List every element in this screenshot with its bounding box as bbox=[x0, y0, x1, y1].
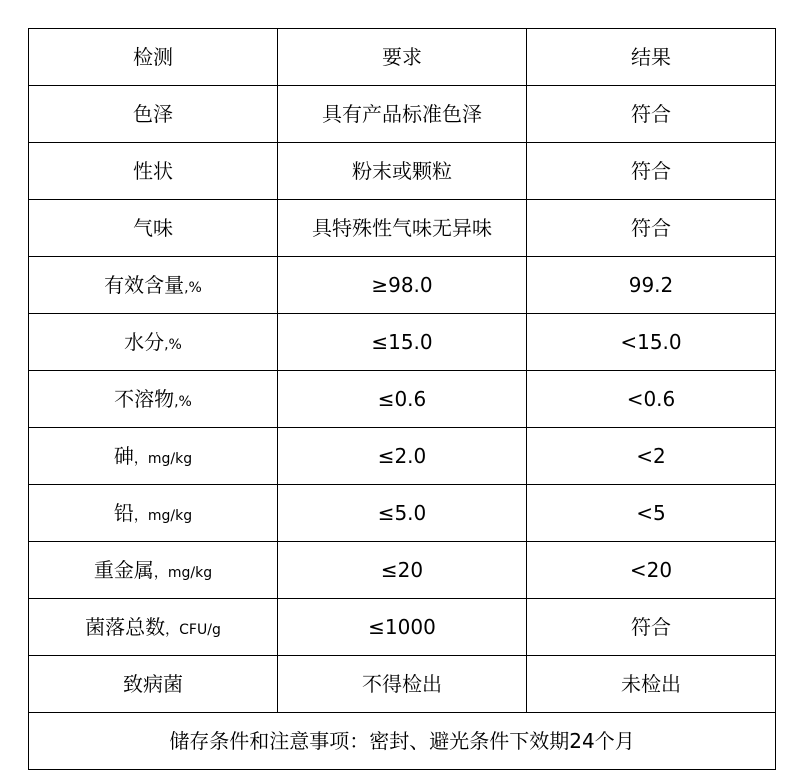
storage-note-cell bbox=[29, 713, 776, 770]
cell-item bbox=[29, 257, 278, 314]
cell-result bbox=[527, 143, 776, 200]
table-row bbox=[29, 599, 776, 656]
column-header-item bbox=[29, 29, 278, 86]
cell-result-text: <20 bbox=[629, 558, 673, 582]
cell-item bbox=[29, 599, 278, 656]
cell-result-text: <0.6 bbox=[626, 387, 676, 411]
cell-requirement bbox=[278, 371, 527, 428]
cell-item-text: 有效含量,% bbox=[104, 273, 202, 297]
cell-requirement bbox=[278, 86, 527, 143]
table-row bbox=[29, 542, 776, 599]
cell-item-text: 色泽 bbox=[133, 102, 173, 126]
table-row bbox=[29, 143, 776, 200]
table-row bbox=[29, 86, 776, 143]
cell-item bbox=[29, 485, 278, 542]
cell-item bbox=[29, 371, 278, 428]
cell-item-text: 气味 bbox=[133, 216, 173, 240]
cell-requirement-text: 不得检出 bbox=[362, 672, 442, 696]
cell-result bbox=[527, 86, 776, 143]
table-row bbox=[29, 656, 776, 713]
column-header-item-label: 检测 bbox=[133, 45, 173, 69]
cell-result-text: 符合 bbox=[631, 102, 671, 126]
cell-result-text: 符合 bbox=[631, 216, 671, 240]
cell-item-text: 性状 bbox=[133, 159, 173, 183]
column-header-result bbox=[527, 29, 776, 86]
cell-item bbox=[29, 542, 278, 599]
table-row bbox=[29, 200, 776, 257]
cell-item bbox=[29, 143, 278, 200]
cell-requirement-text: ≤2.0 bbox=[377, 444, 427, 468]
table-row bbox=[29, 485, 776, 542]
cell-requirement-text: 具特殊性气味无异味 bbox=[312, 216, 492, 240]
column-header-requirement bbox=[278, 29, 527, 86]
cell-item-text: 致病菌 bbox=[123, 672, 183, 696]
cell-requirement-text: ≤1000 bbox=[368, 615, 436, 639]
cell-result bbox=[527, 542, 776, 599]
cell-item-text: 砷，mg/kg bbox=[113, 444, 193, 468]
cell-result bbox=[527, 314, 776, 371]
cell-requirement-text: 具有产品标准色泽 bbox=[322, 102, 482, 126]
cell-result-text: 符合 bbox=[631, 159, 671, 183]
cell-item-text: 铅，mg/kg bbox=[113, 501, 193, 525]
cell-result bbox=[527, 200, 776, 257]
specification-table bbox=[28, 28, 776, 770]
table-row bbox=[29, 314, 776, 371]
cell-result bbox=[527, 371, 776, 428]
cell-item bbox=[29, 314, 278, 371]
cell-item bbox=[29, 428, 278, 485]
table-row bbox=[29, 428, 776, 485]
storage-note-text: 储存条件和注意事项：密封、避光条件下效期24个月 bbox=[169, 729, 635, 753]
cell-requirement bbox=[278, 656, 527, 713]
cell-requirement-text: ≤0.6 bbox=[377, 387, 427, 411]
cell-requirement bbox=[278, 599, 527, 656]
cell-requirement-text: ≤5.0 bbox=[377, 501, 427, 525]
cell-result-text: 99.2 bbox=[628, 273, 674, 297]
cell-item-text: 菌落总数，CFU/g bbox=[85, 615, 221, 639]
cell-requirement-text: ≥98.0 bbox=[371, 273, 433, 297]
table-header-row bbox=[29, 29, 776, 86]
column-header-result-label: 结果 bbox=[631, 45, 671, 69]
cell-result bbox=[527, 599, 776, 656]
cell-item-text: 重金属，mg/kg bbox=[93, 558, 213, 582]
cell-item bbox=[29, 656, 278, 713]
cell-result-text: 未检出 bbox=[621, 672, 681, 696]
cell-requirement-text: 粉末或颗粒 bbox=[352, 159, 452, 183]
column-header-requirement-label: 要求 bbox=[382, 45, 422, 69]
cell-result bbox=[527, 656, 776, 713]
cell-requirement bbox=[278, 428, 527, 485]
cell-result-text: <5 bbox=[636, 501, 666, 525]
table-row bbox=[29, 257, 776, 314]
cell-result-text: <2 bbox=[636, 444, 666, 468]
cell-requirement bbox=[278, 200, 527, 257]
cell-requirement bbox=[278, 143, 527, 200]
cell-result-text: 符合 bbox=[631, 615, 671, 639]
cell-requirement bbox=[278, 542, 527, 599]
cell-result bbox=[527, 257, 776, 314]
cell-result bbox=[527, 428, 776, 485]
cell-requirement bbox=[278, 314, 527, 371]
cell-requirement bbox=[278, 257, 527, 314]
cell-result bbox=[527, 485, 776, 542]
cell-requirement-text: ≤15.0 bbox=[371, 330, 433, 354]
cell-item-text: 不溶物,% bbox=[114, 387, 192, 411]
cell-requirement-text: ≤20 bbox=[380, 558, 424, 582]
table-footer-row bbox=[29, 713, 776, 770]
cell-item bbox=[29, 86, 278, 143]
cell-result-text: <15.0 bbox=[620, 330, 682, 354]
cell-item bbox=[29, 200, 278, 257]
table-row bbox=[29, 371, 776, 428]
cell-requirement bbox=[278, 485, 527, 542]
cell-item-text: 水分,% bbox=[124, 330, 182, 354]
